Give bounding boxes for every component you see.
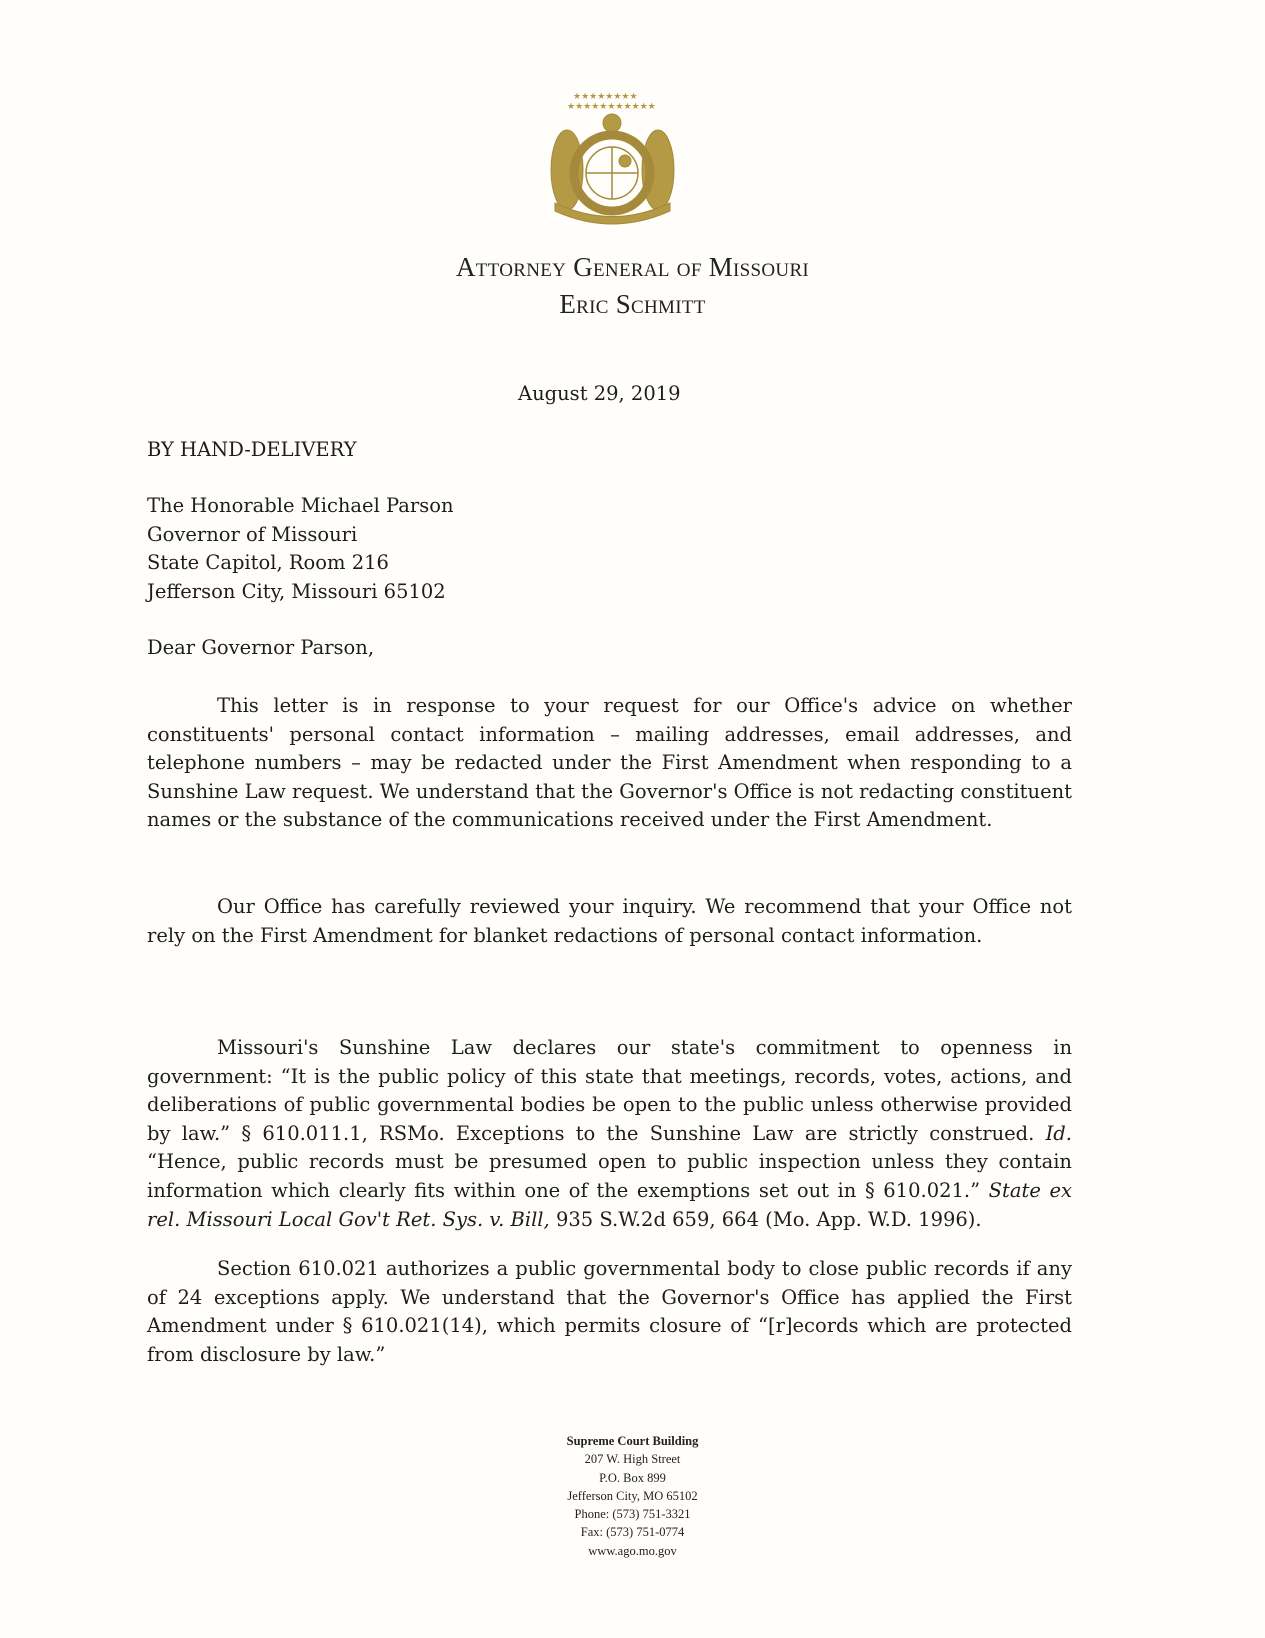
letter-date: August 29, 2019: [518, 382, 681, 405]
case-citation: State ex rel. Missouri Local Gov't Ret. Sys. v. Bill,: [147, 1178, 1072, 1231]
paragraph-text: 935 S.W.2d 659, 664 (Mo. App. W.D. 1996).: [549, 1207, 982, 1231]
paragraph-text: “Hence, public records must be presumed open to public inspection unless they contain information which clearly fits within one of the exemptions set out in § 610.021.”: [147, 1150, 1072, 1202]
footer-fax: Fax: (573) 751-0774: [580, 1525, 685, 1540]
letterhead-footer: [0, 1432, 1265, 1560]
paragraph-text: Our Office has carefully reviewed your inquiry. We recommend that your Office not rely on the First Amendment for blanket redactions of personal contact information.: [147, 895, 1072, 947]
recipient-line: State Capitol, Room 216: [147, 551, 389, 575]
paragraph-text: This letter is in response to your request for our Office's advice on whether constituents' personal contact information – mailing addresses, email addresses, and telephone numbers – may be redacted under the First Amendment when responding to a Sunshine Law request. We understand that the Governor's Office is not redacting constituent names or the substance of the communications received under the First Amendment.: [147, 694, 1073, 832]
recipient-address: [147, 492, 454, 606]
svg-text:★★★★★★★★★★★: ★★★★★★★★★★★: [567, 102, 656, 112]
missouri-state-seal: [545, 85, 680, 235]
footer-street: 207 W. High Street: [584, 1452, 681, 1467]
paragraph-3: [147, 1034, 1072, 1234]
letterhead-office: Attorney General of Missouri: [455, 252, 810, 282]
recipient-line: Governor of Missouri: [147, 522, 358, 546]
svg-text:★★★★★★★★: ★★★★★★★★: [573, 92, 638, 102]
paragraph-text: Missouri's Sunshine Law declares our state's commitment to openness in government: “It is the public policy of this state that meetings, records, votes, actions, and deliberations of public governmental bodies be open to the public unless otherwise provided by law.” § 610.011.1, RSMo. Exceptions to the Sunshine Law are strictly construed.: [147, 1036, 1072, 1145]
recipient-line: Jefferson City, Missouri 65102: [147, 579, 446, 603]
footer-city: Jefferson City, MO 65102: [567, 1488, 698, 1503]
paragraph-text: Section 610.021 authorizes a public governmental body to close public records if any of 24 exceptions apply. We understand that the Governor's Office has applied the First Amendment under § 610.021(14), which permits closure of “[r]ecords which are protected from disclosure by law.”: [147, 1257, 1072, 1366]
paragraph-4: [147, 1255, 1072, 1369]
paragraph-1: [147, 692, 1072, 835]
footer-website: www.ago.mo.gov: [588, 1543, 677, 1558]
salutation: Dear Governor Parson,: [147, 636, 375, 659]
recipient-line: The Honorable Michael Parson: [147, 494, 454, 517]
footer-phone: Phone: (573) 751-3321: [574, 1507, 691, 1522]
delivery-method: BY HAND-DELIVERY: [147, 438, 357, 461]
citation-id: Id.: [1045, 1121, 1072, 1145]
footer-po-box: P.O. Box 899: [599, 1470, 666, 1485]
footer-building: Supreme Court Building: [566, 1434, 699, 1448]
paragraph-2: [147, 893, 1072, 950]
letterhead-name: Eric Schmitt: [559, 289, 706, 319]
